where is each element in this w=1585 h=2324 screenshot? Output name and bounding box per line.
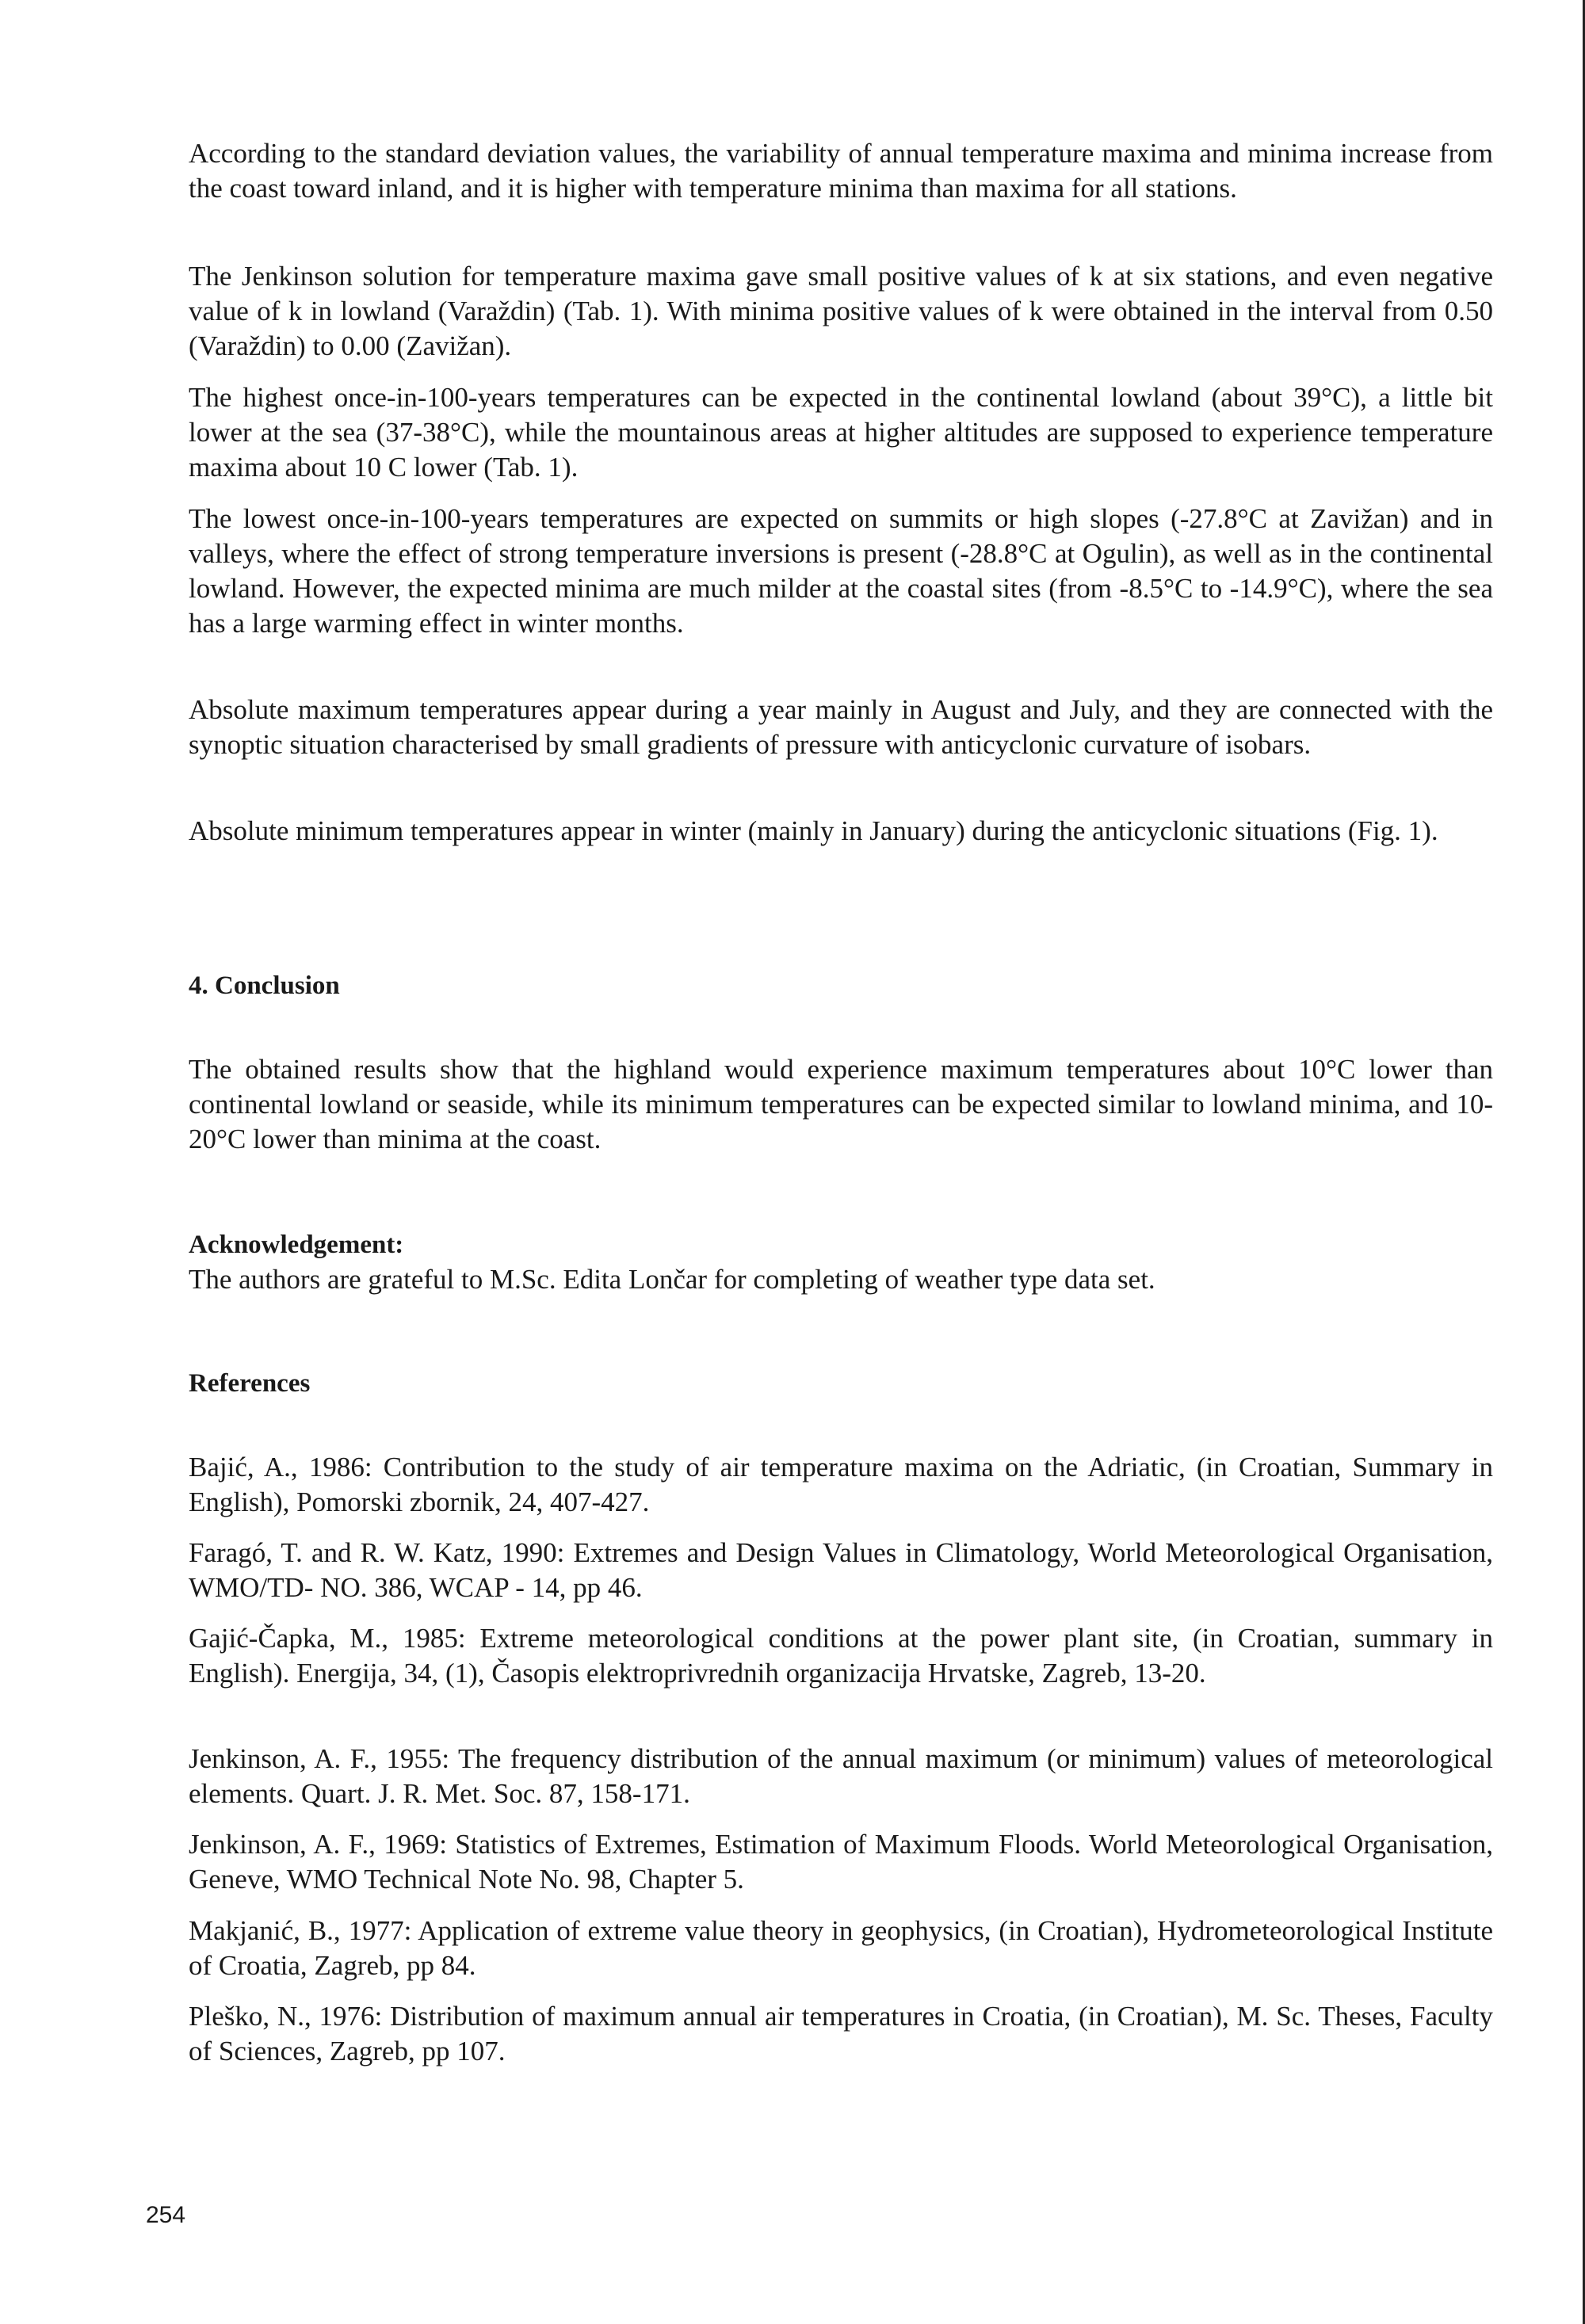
acknowledgement-text: The authors are grateful to M.Sc. Edita Lončar for completing of weather type data set. (189, 1264, 1155, 1295)
page-number: 254 (146, 2202, 186, 2228)
reference-text: Gajić-Čapka, M., 1985: Extreme meteorological conditions at the power plant site, (in Croatian, summary in English). Energija, 34, (1), Časopis elektroprivrednih organizacija Hrvatske, Zagreb, 13-20. (189, 1623, 1493, 1689)
references-heading (189, 1366, 1493, 1401)
results-paragraph-1 (189, 136, 1493, 206)
reference-text: Jenkinson, A. F., 1969: Statistics of Extremes, Estimation of Maximum Floods. World Meteorological Organisation, Geneve, WMO Technical Note No. 98, Chapter 5. (189, 1829, 1493, 1895)
paragraph-text: Absolute maximum temperatures appear during a year mainly in August and July, and they are connected with the synoptic situation characterised by small gradients of pressure with anticyclonic curvature of isobars. (189, 694, 1493, 760)
paragraph-text: The lowest once-in-100-years temperatures are expected on summits or high slopes (-27.8°C at Zavižan) and in valleys, where the effect of strong temperature inversions is present (-28.8°C at Ogulin), as well as in the continental lowland. However, the expected minima are much milder at the coastal sites (from -8.5°C to -14.9°C), where the sea has a large warming effect in winter months. (189, 503, 1493, 639)
reference-item-7 (189, 1999, 1493, 2069)
paragraph-text: The Jenkinson solution for temperature maxima gave small positive values of k at six stations, and even negative value of k in lowland (Varaždin) (Tab. 1). With minima positive values of k were obtained in the interval from 0.50 (Varaždin) to 0.00 (Zavižan). (189, 261, 1493, 361)
conclusion-paragraph (189, 1052, 1493, 1157)
section-heading: References (189, 1369, 311, 1398)
results-paragraph-2 (189, 259, 1493, 364)
reference-item-6 (189, 1914, 1493, 1983)
paragraph-text: The highest once-in-100-years temperatures can be expected in the continental lowland (about 39°C), a little bit lower at the sea (37-38°C), while the mountainous areas at higher altitudes are supposed to experience temperature maxima about 10 C lower (Tab. 1). (189, 382, 1493, 483)
conclusion-heading (189, 968, 1493, 1003)
reference-item-2 (189, 1536, 1493, 1605)
acknowledgement-section (189, 1227, 1493, 1297)
reference-text: Bajić, A., 1986: Contribution to the study of air temperature maxima on the Adriatic, (in Croatian, Summary in English), Pomorski zbornik, 24, 407-427. (189, 1452, 1493, 1517)
reference-text: Jenkinson, A. F., 1955: The frequency distribution of the annual maximum (or minimum) values of meteorological elements. Quart. J. R. Met. Soc. 87, 158-171. (189, 1743, 1493, 1809)
results-paragraph-4 (189, 502, 1493, 641)
reference-text: Faragó, T. and R. W. Katz, 1990: Extremes and Design Values in Climatology, World Meteorological Organisation, WMO/TD- NO. 386, WCAP - 14, pp 46. (189, 1537, 1493, 1603)
section-heading: 4. Conclusion (189, 971, 340, 1000)
acknowledgement-heading: Acknowledgement: (189, 1231, 404, 1259)
results-paragraph-6 (189, 814, 1493, 849)
reference-text: Makjanić, B., 1977: Application of extreme value theory in geophysics, (in Croatian), Hydrometeorological Institute of Croatia, Zagreb, pp 84. (189, 1915, 1493, 1981)
paragraph-text: According to the standard deviation values, the variability of annual temperature maxima and minima increase from the coast toward inland, and it is higher with temperature minima than maxima for all stations. (189, 138, 1493, 204)
reference-item-4 (189, 1742, 1493, 1811)
reference-text: Pleško, N., 1976: Distribution of maximum annual air temperatures in Croatia, (in Croatian), M. Sc. Theses, Faculty of Sciences, Zagreb, pp 107. (189, 2001, 1493, 2066)
reference-item-3 (189, 1621, 1493, 1691)
reference-item-1 (189, 1450, 1493, 1520)
results-paragraph-3 (189, 380, 1493, 485)
results-paragraph-5 (189, 693, 1493, 762)
paragraph-text: Absolute minimum temperatures appear in winter (mainly in January) during the anticyclonic situations (Fig. 1). (189, 815, 1438, 846)
reference-item-5 (189, 1827, 1493, 1897)
paragraph-text: The obtained results show that the highland would experience maximum temperatures about 10°C lower than continental lowland or seaside, while its minimum temperatures can be expected similar to lowland minima, and 10-20°C lower than minima at the coast. (189, 1054, 1493, 1154)
